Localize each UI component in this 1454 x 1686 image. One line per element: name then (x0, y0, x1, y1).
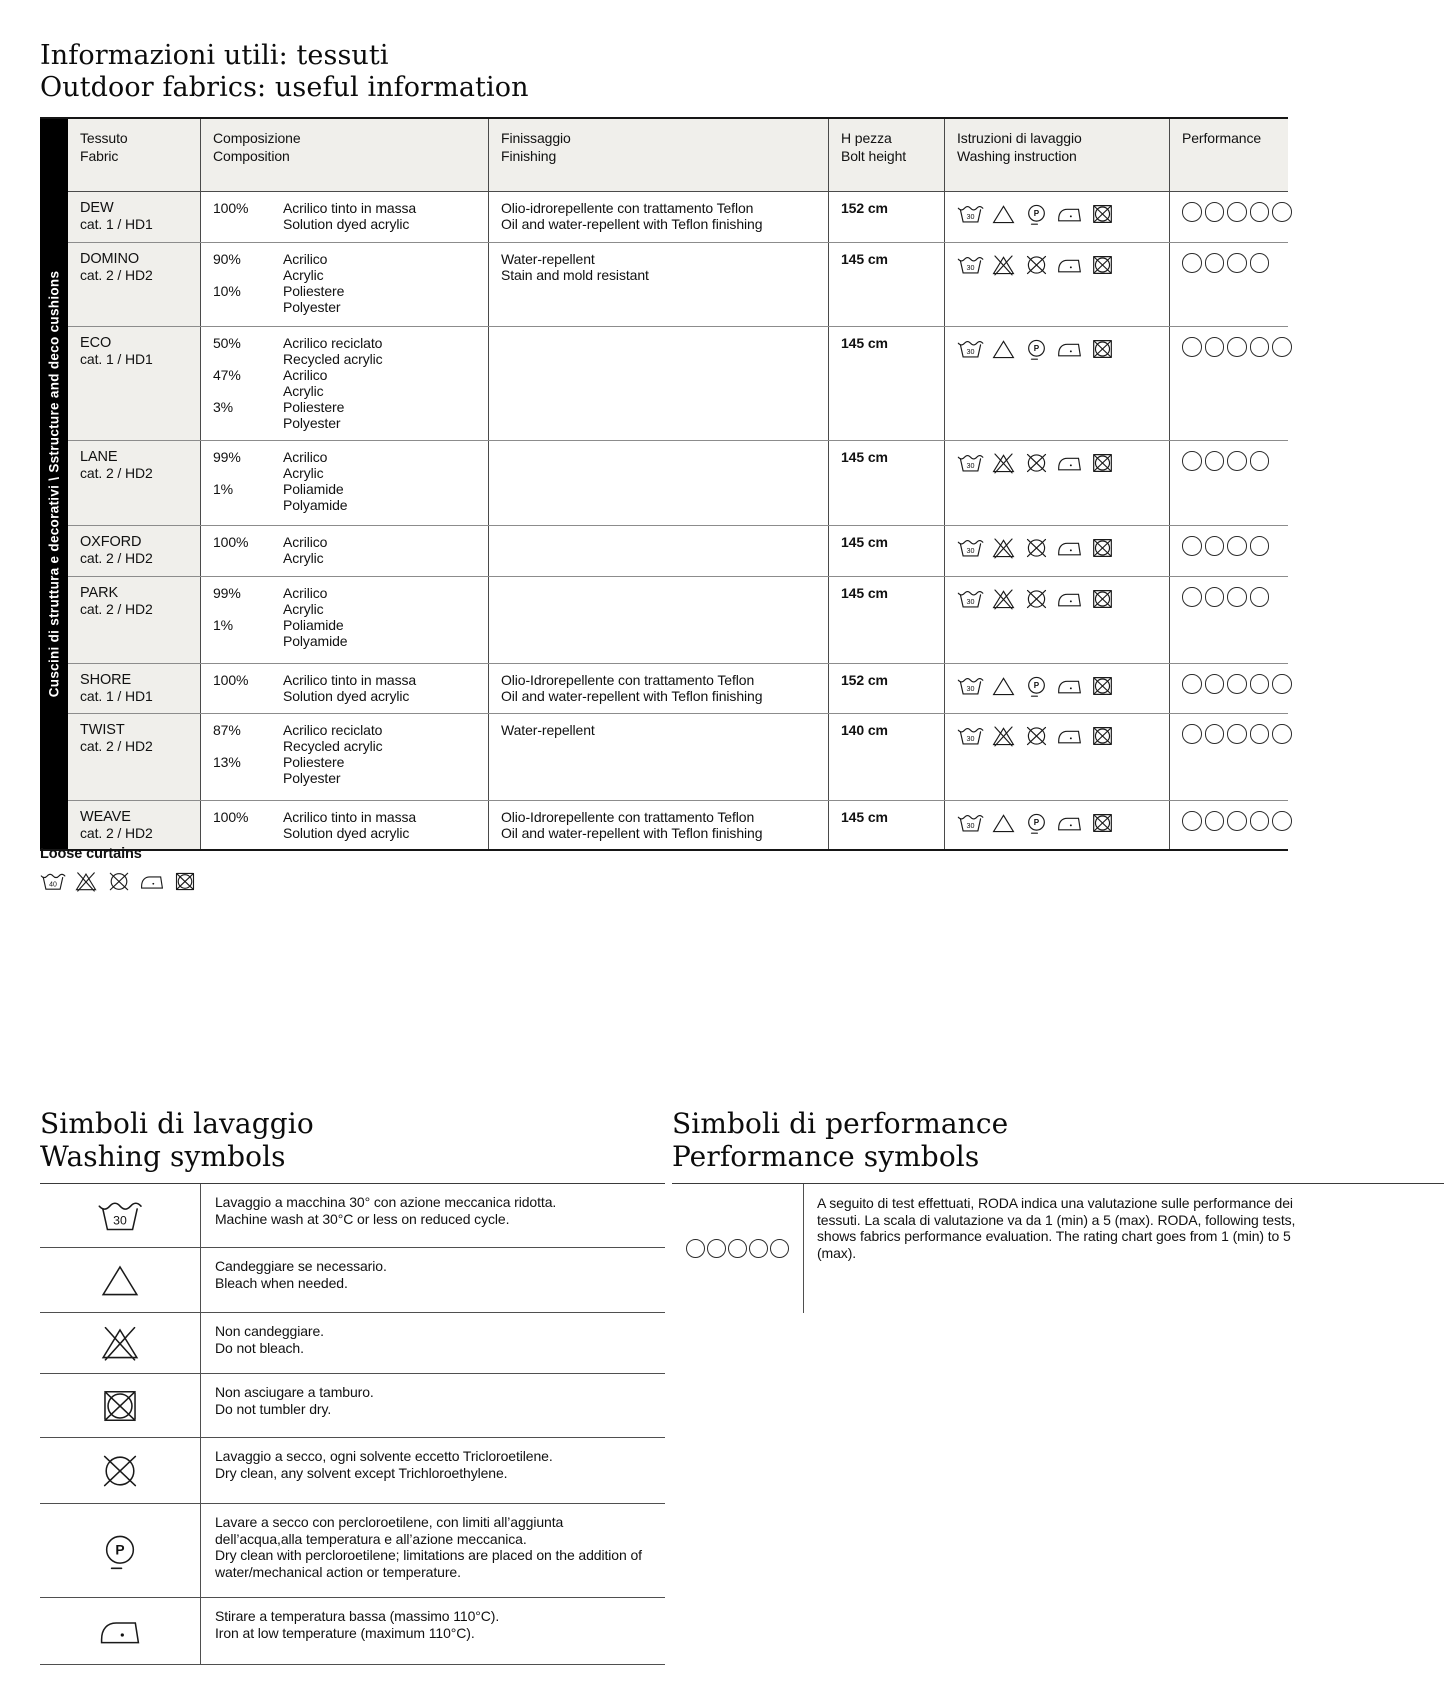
do-not-bleach-icon (73, 869, 99, 894)
wash-30-icon (957, 535, 984, 561)
page-title-it: Informazioni utili: tessuti (40, 40, 389, 72)
washing-symbol-row-do-not-bleach (40, 1313, 665, 1374)
dry-clean-P-icon (1023, 673, 1050, 699)
wash-30-icon (957, 723, 984, 749)
performance-circle (1182, 724, 1202, 744)
washing-icons-cell (944, 664, 1169, 713)
composition-component (213, 722, 480, 754)
performance-symbols-text (803, 1184, 1444, 1313)
performance-circle (1250, 451, 1270, 471)
composition-material: Poliamide Polyamide (283, 481, 348, 514)
washing-symbol-icon-cell (40, 1374, 200, 1437)
performance-circle (1250, 724, 1270, 744)
do-not-bleach-icon (97, 1321, 143, 1365)
svg-text:30: 30 (966, 347, 975, 357)
performance-cell (1169, 526, 1288, 576)
performance-circle (1205, 202, 1225, 222)
fabric-row-weave (68, 800, 1288, 849)
performance-circle (1205, 337, 1225, 357)
dry-clean-P-icon (1023, 810, 1050, 836)
iron-low-icon (1056, 810, 1083, 836)
composition-pct: 1% (213, 481, 234, 498)
washing-icons-cell (944, 441, 1169, 525)
fabric-name: OXFORD (80, 534, 142, 551)
fabric-row-park (68, 576, 1288, 663)
performance-circle (1250, 811, 1270, 831)
fabric-row-shore (68, 663, 1288, 713)
washing-symbol-text: Non candeggiare. Do not bleach. (200, 1313, 665, 1373)
composition-component (213, 672, 480, 704)
dry-clean-P-icon (1023, 201, 1050, 227)
svg-text:30: 30 (966, 597, 975, 607)
iron-low-icon (1056, 723, 1083, 749)
svg-text:30: 30 (966, 734, 975, 744)
washing-symbol-text: Lavaggio a secco, ogni solvente eccetto Tricloroetilene. Dry clean, any solvent except Trichloroethylene. (200, 1438, 665, 1503)
fabric-name: ECO (80, 335, 112, 352)
fabric-name-cell (68, 577, 200, 663)
iron-low-icon (1056, 450, 1083, 476)
performance-cell (1169, 714, 1288, 800)
performance-circle (1227, 724, 1247, 744)
loose-curtains-icons (40, 869, 198, 894)
performance-circle (1182, 253, 1202, 273)
washing-symbol-row-iron-low (40, 1598, 665, 1665)
svg-text:30: 30 (966, 212, 975, 222)
wash-40-icon (40, 869, 66, 894)
composition-material: Acrilico Acrylic (283, 534, 328, 567)
svg-text:30: 30 (966, 461, 975, 471)
do-not-dry-clean-icon (1023, 252, 1050, 278)
do-not-bleach-icon (990, 252, 1017, 278)
composition-cell (200, 714, 488, 800)
header-composition: Composizione Composition (200, 119, 488, 191)
composition-pct: 10% (213, 283, 241, 300)
page-title (40, 40, 529, 104)
composition-material: Acrilico Acrylic (283, 585, 328, 618)
wash-30-icon (97, 1194, 143, 1238)
composition-cell (200, 801, 488, 849)
composition-pct: 50% (213, 335, 241, 352)
composition-cell (200, 441, 488, 525)
wash-30-icon (957, 336, 984, 362)
fabric-category: cat. 2 / HD2 (80, 738, 153, 755)
composition-pct: 100% (213, 200, 249, 217)
composition-pct: 100% (213, 809, 249, 826)
iron-low-icon (1056, 201, 1083, 227)
washing-symbol-row-dry-clean-P (40, 1504, 665, 1598)
wash-30-icon (957, 252, 984, 278)
iron-low-icon (97, 1609, 143, 1653)
composition-material: Poliestere Polyester (283, 399, 345, 432)
do-not-dry-clean-icon (1023, 586, 1050, 612)
performance-cell (1169, 192, 1288, 242)
category-sidebar (40, 119, 68, 849)
washing-symbol-icon-cell (40, 1438, 200, 1503)
performance-circle (1227, 202, 1247, 222)
performance-text-it: A seguito di test effettuati, RODA indica una valutazione sulle performance dei tessuti. La scala di valutazione va da 1 (min) a 5 (max). (817, 1195, 1293, 1228)
composition-cell (200, 327, 488, 440)
do-not-tumble-dry-icon (1089, 535, 1116, 561)
fabric-table-body (68, 119, 1288, 849)
iron-low-icon (1056, 252, 1083, 278)
fabric-name-cell (68, 801, 200, 849)
performance-circle (1250, 337, 1270, 357)
performance-cell (1169, 327, 1288, 440)
svg-text:30: 30 (966, 684, 975, 694)
svg-text:P: P (1033, 818, 1040, 828)
svg-text:30: 30 (966, 821, 975, 831)
fabric-name-cell (68, 714, 200, 800)
svg-text:30: 30 (966, 263, 975, 273)
washing-symbol-icon-cell (40, 1313, 200, 1373)
performance-circle (1182, 451, 1202, 471)
fabric-name: PARK (80, 585, 119, 602)
finishing-cell (488, 526, 828, 576)
fabric-name-cell (68, 327, 200, 440)
performance-circle (1227, 587, 1247, 607)
wash-30-icon (957, 586, 984, 612)
composition-material: Acrilico tinto in massa Solution dyed acrylic (283, 672, 417, 705)
performance-circle (1182, 337, 1202, 357)
do-not-bleach-icon (990, 723, 1017, 749)
finishing-cell (488, 577, 828, 663)
composition-component (213, 335, 480, 367)
performance-circle (1182, 536, 1202, 556)
composition-cell (200, 664, 488, 713)
bolt-height-cell: 140 cm (828, 714, 944, 800)
performance-circle (1250, 587, 1270, 607)
fabric-category: cat. 1 / HD1 (80, 688, 153, 705)
wash-30-icon (957, 450, 984, 476)
fabric-category: cat. 2 / HD2 (80, 601, 153, 618)
performance-circle (1272, 811, 1292, 831)
composition-component (213, 283, 480, 315)
performance-circle (1205, 587, 1225, 607)
washing-symbol-icon-cell (40, 1184, 200, 1247)
performance-circle (770, 1239, 789, 1258)
composition-pct: 1% (213, 617, 234, 634)
fabric-category: cat. 2 / HD2 (80, 465, 153, 482)
do-not-tumble-dry-icon (1089, 450, 1116, 476)
bolt-height-cell: 145 cm (828, 327, 944, 440)
washing-icons-cell (944, 714, 1169, 800)
performance-circle (707, 1239, 726, 1258)
composition-material: Poliestere Polyester (283, 283, 345, 316)
do-not-dry-clean-icon (97, 1449, 143, 1493)
performance-circle (1250, 536, 1270, 556)
fabric-name: DEW (80, 200, 114, 217)
washing-icons-cell (944, 327, 1169, 440)
composition-component (213, 617, 480, 649)
do-not-tumble-dry-icon (1089, 810, 1116, 836)
bleach-icon (97, 1258, 143, 1302)
fabric-name: WEAVE (80, 809, 131, 826)
washing-symbol-icon-cell (40, 1598, 200, 1664)
composition-cell (200, 192, 488, 242)
composition-material: Acrilico tinto in massa Solution dyed acrylic (283, 200, 417, 233)
composition-component (213, 585, 480, 617)
performance-circle (1272, 337, 1292, 357)
washing-symbol-row-bleach (40, 1248, 665, 1313)
washing-icons-cell (944, 577, 1169, 663)
header-finishing: Finissaggio Finishing (488, 119, 828, 191)
performance-circle (1205, 451, 1225, 471)
svg-text:P: P (1033, 344, 1040, 354)
iron-low-icon (1056, 535, 1083, 561)
composition-material: Acrilico Acrylic (283, 367, 328, 400)
do-not-dry-clean-icon (1023, 535, 1050, 561)
composition-cell (200, 526, 488, 576)
fabric-row-lane (68, 440, 1288, 525)
fabric-row-domino (68, 242, 1288, 326)
category-sidebar-label: Cuscini di struttura e decorativi \ Sstructure and deco cushions (46, 270, 62, 698)
iron-low-icon (1056, 336, 1083, 362)
composition-pct: 13% (213, 754, 241, 771)
washing-symbols-table (40, 1183, 665, 1665)
performance-circle (1272, 724, 1292, 744)
bolt-height-cell: 145 cm (828, 526, 944, 576)
do-not-dry-clean-icon (1023, 723, 1050, 749)
fabric-name: LANE (80, 449, 118, 466)
composition-material: Acrilico reciclato Recycled acrylic (283, 722, 383, 755)
performance-circle (1227, 674, 1247, 694)
performance-circle (1182, 587, 1202, 607)
washing-icons-cell (944, 801, 1169, 849)
washing-symbol-text: Stirare a temperatura bassa (massimo 110°C). Iron at low temperature (maximum 110°C). (200, 1598, 665, 1664)
performance-cell (1169, 664, 1288, 713)
iron-low-icon (1056, 586, 1083, 612)
svg-text:P: P (1033, 681, 1040, 691)
performance-circle (1205, 536, 1225, 556)
composition-component (213, 200, 480, 232)
finishing-cell: Water-repellent Stain and mold resistant (488, 243, 828, 326)
bolt-height-cell: 145 cm (828, 801, 944, 849)
performance-circle (1272, 674, 1292, 694)
loose-curtains-label: Loose curtains (40, 846, 142, 862)
performance-circle (1205, 674, 1225, 694)
washing-symbol-text: Lavare a secco con percloroetilene, con limiti all’aggiunta dell’acqua,alla temperatura e all’azione meccanica. Dry clean with percloroetilene; limitations are placed on the addition of water/mechanical action or temperature. (200, 1504, 665, 1597)
composition-cell (200, 243, 488, 326)
composition-pct: 99% (213, 449, 241, 466)
fabric-name: TWIST (80, 722, 125, 739)
svg-text:30: 30 (966, 546, 975, 556)
performance-circle (1227, 536, 1247, 556)
composition-pct: 90% (213, 251, 241, 268)
fabric-rows (68, 192, 1288, 849)
bolt-height-cell: 152 cm (828, 664, 944, 713)
performance-circle (1250, 253, 1270, 273)
header-fabric: Tessuto Fabric (80, 130, 128, 165)
fabric-category: cat. 1 / HD1 (80, 351, 153, 368)
washing-symbol-text: Candeggiare se necessario. Bleach when needed. (200, 1248, 665, 1312)
do-not-tumble-dry-icon (1089, 723, 1116, 749)
composition-component (213, 809, 480, 841)
performance-circle (749, 1239, 768, 1258)
finishing-cell: Olio-Idrorepellente con trattamento Teflon Oil and water-repellent with Teflon finishing (488, 664, 828, 713)
fabric-row-dew (68, 192, 1288, 242)
finishing-cell (488, 327, 828, 440)
iron-low-icon (1056, 673, 1083, 699)
loose-curtains (40, 846, 198, 894)
composition-material: Acrilico tinto in massa Solution dyed acrylic (283, 809, 417, 842)
composition-component (213, 754, 480, 786)
do-not-bleach-icon (990, 586, 1017, 612)
do-not-tumble-dry-icon (1089, 201, 1116, 227)
header-performance: Performance (1169, 119, 1288, 191)
fabric-name: SHORE (80, 672, 132, 689)
fabric-name-cell (68, 192, 200, 242)
performance-circle (1227, 451, 1247, 471)
finishing-cell: Water-repellent (488, 714, 828, 800)
fabric-name: DOMINO (80, 251, 140, 268)
bolt-height-cell: 145 cm (828, 441, 944, 525)
composition-component (213, 251, 480, 283)
performance-circle (1205, 811, 1225, 831)
performance-circle (1227, 811, 1247, 831)
fabric-name-cell (68, 243, 200, 326)
performance-circle (1182, 674, 1202, 694)
do-not-tumble-dry-icon (1089, 336, 1116, 362)
composition-material: Acrilico Acrylic (283, 449, 328, 482)
performance-circle (1227, 253, 1247, 273)
washing-symbol-row-wash-30 (40, 1184, 665, 1248)
do-not-tumble-dry-icon (1089, 673, 1116, 699)
do-not-tumble-dry-icon (172, 869, 198, 894)
header-bolt-height: H pezza Bolt height (828, 119, 944, 191)
performance-circle (686, 1239, 705, 1258)
do-not-tumble-dry-icon (1089, 586, 1116, 612)
fabric-table-header (68, 119, 1288, 192)
do-not-dry-clean-icon (1023, 450, 1050, 476)
composition-material: Acrilico reciclato Recycled acrylic (283, 335, 383, 368)
page-title-en: Outdoor fabrics: useful information (40, 71, 529, 103)
performance-circle (1182, 202, 1202, 222)
washing-symbol-icon-cell (40, 1248, 200, 1312)
do-not-bleach-icon (990, 450, 1017, 476)
washing-symbol-row-do-not-dry-clean (40, 1438, 665, 1504)
washing-icons-cell (944, 192, 1169, 242)
composition-material: Poliestere Polyester (283, 754, 345, 787)
performance-circle (1205, 724, 1225, 744)
performance-cell (1169, 243, 1288, 326)
washing-symbol-text: Non asciugare a tamburo. Do not tumbler dry. (200, 1374, 665, 1437)
washing-symbol-row-do-not-tumble-dry (40, 1374, 665, 1438)
washing-symbol-icon-cell (40, 1504, 200, 1597)
composition-pct: 100% (213, 534, 249, 551)
bolt-height-cell: 145 cm (828, 577, 944, 663)
bolt-height-cell: 145 cm (828, 243, 944, 326)
performance-circle (1205, 253, 1225, 273)
do-not-dry-clean-icon (106, 869, 132, 894)
finishing-cell (488, 441, 828, 525)
bleach-icon (990, 336, 1017, 362)
do-not-bleach-icon (990, 535, 1017, 561)
fabric-name-cell (68, 664, 200, 713)
iron-low-icon (139, 869, 165, 894)
performance-circle (1182, 811, 1202, 831)
performance-symbols-title: Simboli di performance Performance symbols (672, 1107, 1009, 1174)
header-washing-instruction: Istruzioni di lavaggio Washing instruction (944, 119, 1169, 191)
performance-text-en: RODA, following tests, shows fabrics performance evaluation. The rating chart goes from 1 (min) to 5 (max). (817, 1211, 1296, 1261)
performance-rating-icon (672, 1184, 803, 1313)
composition-component (213, 367, 480, 399)
performance-circle (1272, 202, 1292, 222)
composition-component (213, 399, 480, 431)
finishing-cell: Olio-idrorepellente con trattamento Teflon Oil and water-repellent with Teflon finishing (488, 192, 828, 242)
fabric-table (40, 117, 1288, 851)
performance-circle (1227, 337, 1247, 357)
composition-pct: 100% (213, 672, 249, 689)
composition-cell (200, 577, 488, 663)
washing-symbols-title: Simboli di lavaggio Washing symbols (40, 1107, 314, 1174)
fabric-name-cell (68, 526, 200, 576)
washing-symbol-text: Lavaggio a macchina 30° con azione meccanica ridotta. Machine wash at 30°C or less on reduced cycle. (200, 1184, 665, 1247)
svg-text:40: 40 (49, 881, 57, 889)
composition-pct: 47% (213, 367, 241, 384)
performance-circle (1250, 202, 1270, 222)
bleach-icon (990, 810, 1017, 836)
composition-pct: 99% (213, 585, 241, 602)
performance-cell (1169, 441, 1288, 525)
fabric-row-eco (68, 326, 1288, 440)
fabric-category: cat. 2 / HD2 (80, 267, 153, 284)
performance-symbols-box (672, 1183, 1444, 1313)
fabric-name-cell (68, 441, 200, 525)
do-not-tumble-dry-icon (1089, 252, 1116, 278)
wash-30-icon (957, 673, 984, 699)
washing-icons-cell (944, 243, 1169, 326)
do-not-tumble-dry-icon (97, 1384, 143, 1428)
composition-material: Poliamide Polyamide (283, 617, 348, 650)
dry-clean-P-icon (97, 1529, 143, 1573)
performance-circle (728, 1239, 747, 1258)
composition-component (213, 534, 480, 566)
bleach-icon (990, 673, 1017, 699)
wash-30-icon (957, 201, 984, 227)
composition-component (213, 481, 480, 513)
wash-30-icon (957, 810, 984, 836)
fabric-category: cat. 2 / HD2 (80, 825, 153, 842)
performance-circle (1250, 674, 1270, 694)
fabric-row-twist (68, 713, 1288, 800)
fabric-category: cat. 2 / HD2 (80, 550, 153, 567)
dry-clean-P-icon (1023, 336, 1050, 362)
composition-component (213, 449, 480, 481)
svg-text:P: P (1033, 209, 1040, 219)
bolt-height-cell: 152 cm (828, 192, 944, 242)
composition-material: Acrilico Acrylic (283, 251, 328, 284)
svg-text:30: 30 (113, 1213, 127, 1228)
fabric-row-oxford (68, 525, 1288, 576)
composition-pct: 87% (213, 722, 241, 739)
svg-text:P: P (115, 1542, 125, 1558)
performance-cell (1169, 577, 1288, 663)
washing-icons-cell (944, 526, 1169, 576)
bleach-icon (990, 201, 1017, 227)
finishing-cell: Olio-Idrorepellente con trattamento Teflon Oil and water-repellent with Teflon finishing (488, 801, 828, 849)
performance-cell (1169, 801, 1288, 849)
composition-pct: 3% (213, 399, 234, 416)
fabric-category: cat. 1 / HD1 (80, 216, 153, 233)
